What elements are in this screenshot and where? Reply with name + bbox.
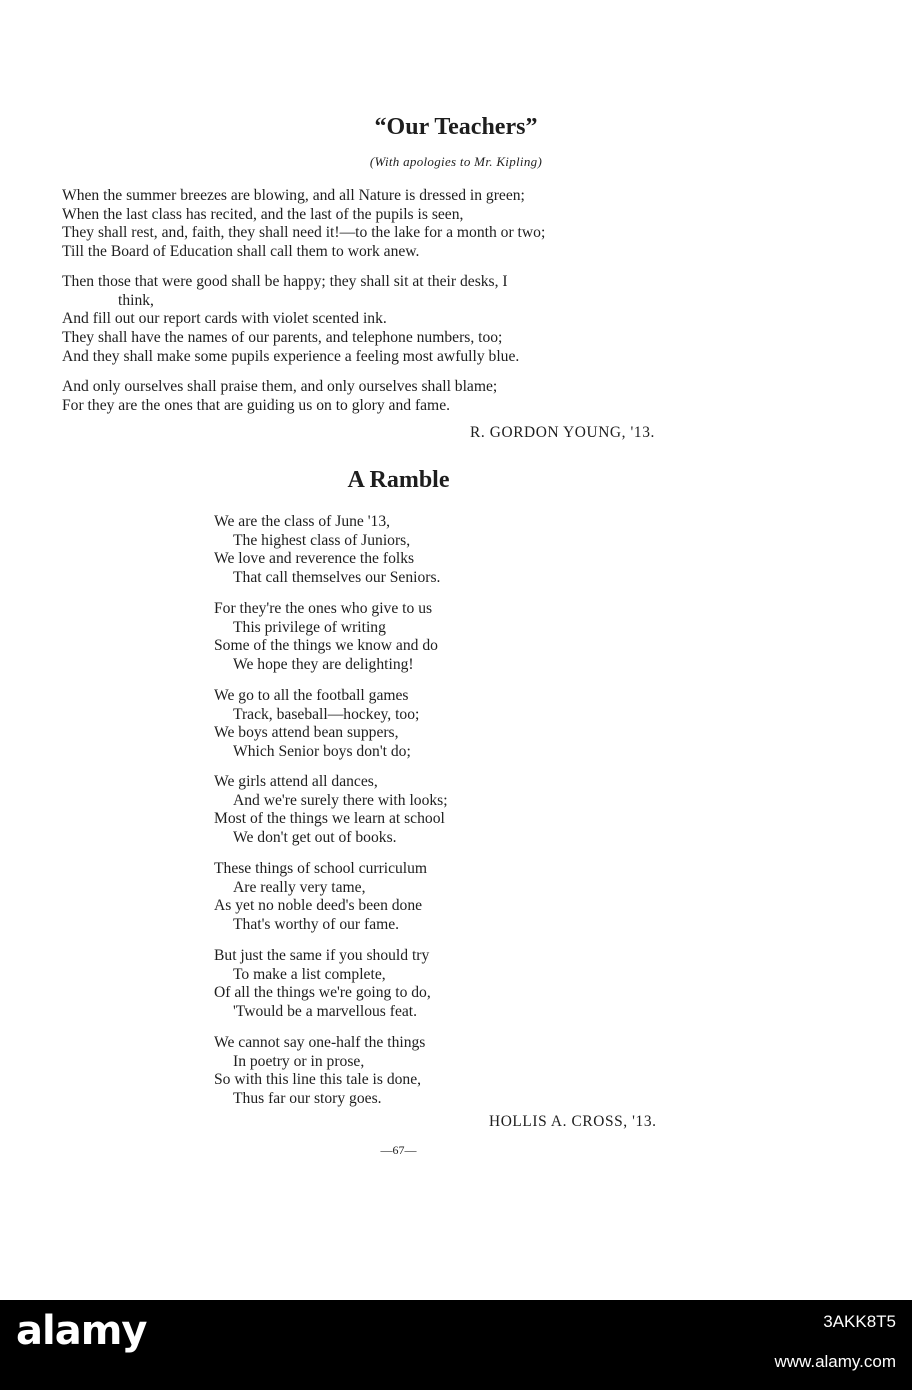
poem-line: Then those that were good shall be happy; they shall sit at their desks, I [62,273,508,290]
poem-title-our-teachers: “Our Teachers” [374,114,538,140]
poem-line: And only ourselves shall praise them, and only ourselves shall blame; [62,378,498,395]
poem1-stanza-1 [62,187,545,262]
poem-line: Track, baseball—hockey, too; [233,705,420,723]
poem2-stanza-6 [214,947,431,1022]
poem-line: When the summer breezes are blowing, and all Nature is dressed in green; [62,187,525,204]
poem-line: The highest class of Juniors, [233,531,411,549]
watermark-footer [0,1300,912,1390]
poem-line: Of all the things we're going to do, [214,984,431,1002]
poem-line: So with this line this tale is done, [214,1071,422,1089]
poem-line: We go to all the football games [214,687,409,704]
poem-line: For they're the ones who give to us [214,600,433,617]
poem-line: We are the class of June '13, [214,513,391,530]
poem2-author: HOLLIS A. CROSS, '13. [489,1113,657,1130]
poem-line: We hope they are delighting! [233,656,414,674]
poem2-stanza-2 [214,600,438,675]
poem-line: They shall rest, and, faith, they shall need it!—to the lake for a month or two; [62,224,546,242]
poem2-stanza-7 [214,1034,425,1109]
poem-line: But just the same if you should try [214,947,430,964]
poem-line: And they shall make some pupils experience a feeling most awfully blue. [62,347,520,365]
alamy-logo: alamy [16,1308,147,1354]
poem-line: This privilege of writing [233,618,386,636]
poem2-stanza-5 [214,860,427,935]
poem-line: That's worthy of our fame. [233,916,400,934]
poem-line: And we're surely there with looks; [233,791,448,809]
image-id: 3AKK8T5 [823,1312,896,1331]
poem-line: We boys attend bean suppers, [214,724,399,742]
poem-line: And fill out our report cards with violet scented ink. [62,310,387,328]
poem-line: We girls attend all dances, [214,773,378,790]
poem-subtitle: (With apologies to Mr. Kipling) [369,154,543,169]
poem2-stanza-4 [214,773,448,848]
poem-line: They shall have the names of our parents, and telephone numbers, too; [62,329,503,347]
poem-line: Till the Board of Education shall call them to work anew. [62,243,420,261]
poem-line: These things of school curriculum [214,860,428,877]
poem-line: As yet no noble deed's been done [214,897,423,915]
site-url: www.alamy.com [774,1352,896,1371]
poem2-stanza-1 [214,513,440,588]
poem-line: For they are the ones that are guiding us on to glory and fame. [62,396,451,414]
poem-line: We love and reverence the folks [214,550,415,568]
poem1-author: R. GORDON YOUNG, '13. [470,424,655,441]
poem-line: We cannot say one-half the things [214,1034,426,1051]
poem-line: Which Senior boys don't do; [233,743,411,761]
poem1-stanza-2 [62,273,519,366]
poem-line: think, [118,291,154,309]
poem-line: In poetry or in prose, [233,1052,365,1070]
poem-line: Thus far our story goes. [233,1090,382,1108]
poem-line: When the last class has recited, and the last of the pupils is seen, [62,205,464,223]
page-number: —67— [380,1143,417,1157]
poem-line: Are really very tame, [233,878,366,896]
poem-line: We don't get out of books. [233,829,397,847]
poem-line: To make a list complete, [233,965,386,983]
poem1-stanza-3 [62,378,497,415]
poem2-stanza-3 [214,687,419,762]
poem-line: 'Twould be a marvellous feat. [233,1003,418,1021]
poem-line: Some of the things we know and do [214,637,438,655]
poem-line: That call themselves our Seniors. [233,569,441,587]
poem-line: Most of the things we learn at school [214,810,445,828]
poem-title-a-ramble: A Ramble [347,467,450,493]
